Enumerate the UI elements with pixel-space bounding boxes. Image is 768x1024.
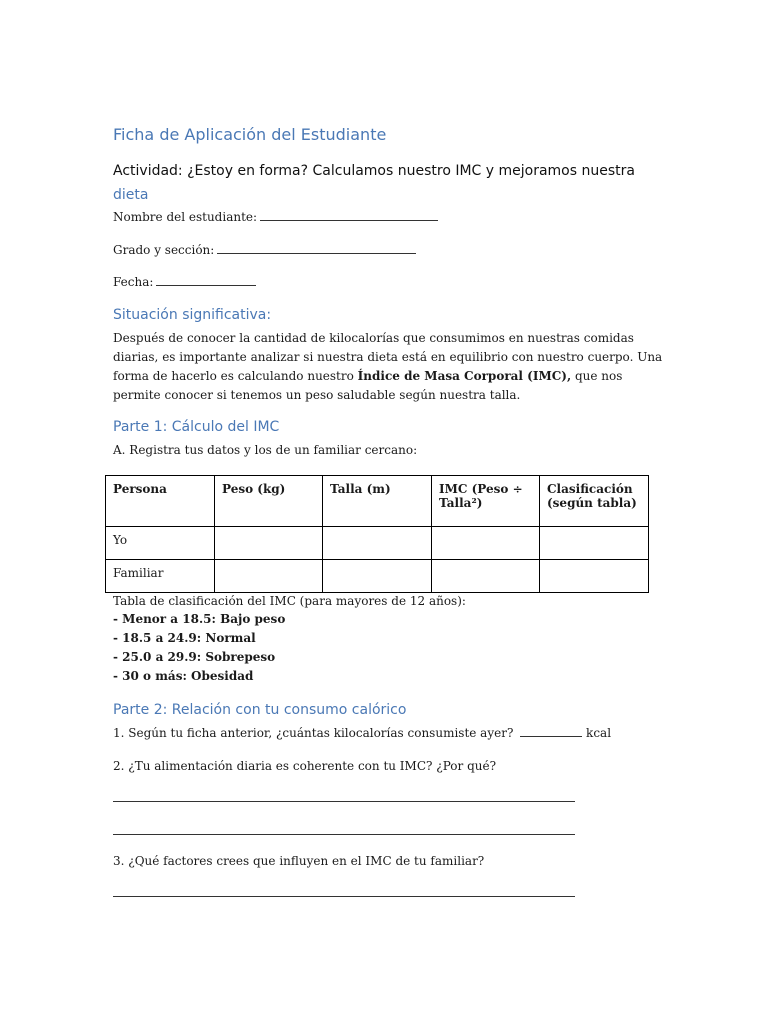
date-label: Fecha: <box>113 275 154 289</box>
situation-heading: Situación significativa: <box>113 307 272 323</box>
student-name-label: Nombre del estudiante: <box>113 210 258 224</box>
table-cell-imc[interactable] <box>432 527 540 560</box>
grade-section-blank[interactable] <box>217 252 416 254</box>
date-blank[interactable] <box>156 284 256 286</box>
table-cell-persona: Yo <box>106 527 215 560</box>
imc-table <box>105 475 649 593</box>
page-title: Ficha de Aplicación del Estudiante <box>113 125 387 144</box>
part1-instruction: A. Registra tus datos y los de un familiar cercano: <box>113 443 418 457</box>
part2-heading: Parte 2: Relación con tu consumo calórico <box>113 702 407 718</box>
table-row <box>106 527 649 560</box>
table-header-imc: IMC (Peso ÷ Talla²) <box>432 476 540 527</box>
table-header-row <box>106 476 649 527</box>
classification-title: Tabla de clasificación del IMC (para mayores de 12 años): <box>113 594 466 608</box>
question-3: 3. ¿Qué factores crees que influyen en el IMC de tu familiar? <box>113 854 485 868</box>
date-field[interactable] <box>113 273 256 292</box>
table-cell-peso[interactable] <box>215 560 323 593</box>
question-1-text: 1. Según tu ficha anterior, ¿cuántas kilocalorías consumiste ayer? <box>113 726 514 740</box>
classification-item: - 18.5 a 24.9: Normal <box>113 631 256 645</box>
table-cell-talla[interactable] <box>323 527 432 560</box>
student-name-blank[interactable] <box>260 219 438 221</box>
classification-item: - 25.0 a 29.9: Sobrepeso <box>113 650 276 664</box>
kcal-unit: kcal <box>586 726 612 740</box>
question-1 <box>113 724 611 743</box>
student-name-field[interactable] <box>113 208 438 227</box>
table-cell-clasificacion[interactable] <box>540 560 649 593</box>
activity-title: Actividad: ¿Estoy en forma? Calculamos nuestro IMC y mejoramos nuestra <box>113 163 635 179</box>
grade-section-label: Grado y sección: <box>113 243 215 257</box>
part1-heading: Parte 1: Cálculo del IMC <box>113 419 280 435</box>
answer-line[interactable] <box>113 801 575 802</box>
table-cell-persona: Familiar <box>106 560 215 593</box>
question-2: 2. ¿Tu alimentación diaria es coherente con tu IMC? ¿Por qué? <box>113 759 497 773</box>
table-cell-imc[interactable] <box>432 560 540 593</box>
activity-title-continued: dieta <box>113 187 149 203</box>
kcal-answer-blank[interactable] <box>520 735 582 737</box>
table-cell-clasificacion[interactable] <box>540 527 649 560</box>
table-header-persona: Persona <box>106 476 215 527</box>
situation-text-end: que nos permite conocer si tenemos un peso saludable según nuestra talla. <box>113 369 623 402</box>
table-cell-talla[interactable] <box>323 560 432 593</box>
answer-line[interactable] <box>113 834 575 835</box>
classification-item: - 30 o más: Obesidad <box>113 669 254 683</box>
classification-item: - Menor a 18.5: Bajo peso <box>113 612 286 626</box>
situation-text: Después de conocer la cantidad de kilocalorías que consumimos en nuestras comidas diarias, es importante analizar si nuestra dieta está en equilibrio con nuestro cuerpo. Una forma de hacerlo es calculando nuestro <box>113 331 663 383</box>
table-header-clasificacion: Clasificación (según tabla) <box>540 476 649 527</box>
table-row <box>106 560 649 593</box>
answer-line[interactable] <box>113 896 575 897</box>
situation-paragraph <box>113 329 673 405</box>
table-header-talla: Talla (m) <box>323 476 432 527</box>
grade-section-field[interactable] <box>113 241 416 260</box>
situation-text-bold: Índice de Masa Corporal (IMC), <box>357 369 572 383</box>
table-cell-peso[interactable] <box>215 527 323 560</box>
table-header-peso: Peso (kg) <box>215 476 323 527</box>
